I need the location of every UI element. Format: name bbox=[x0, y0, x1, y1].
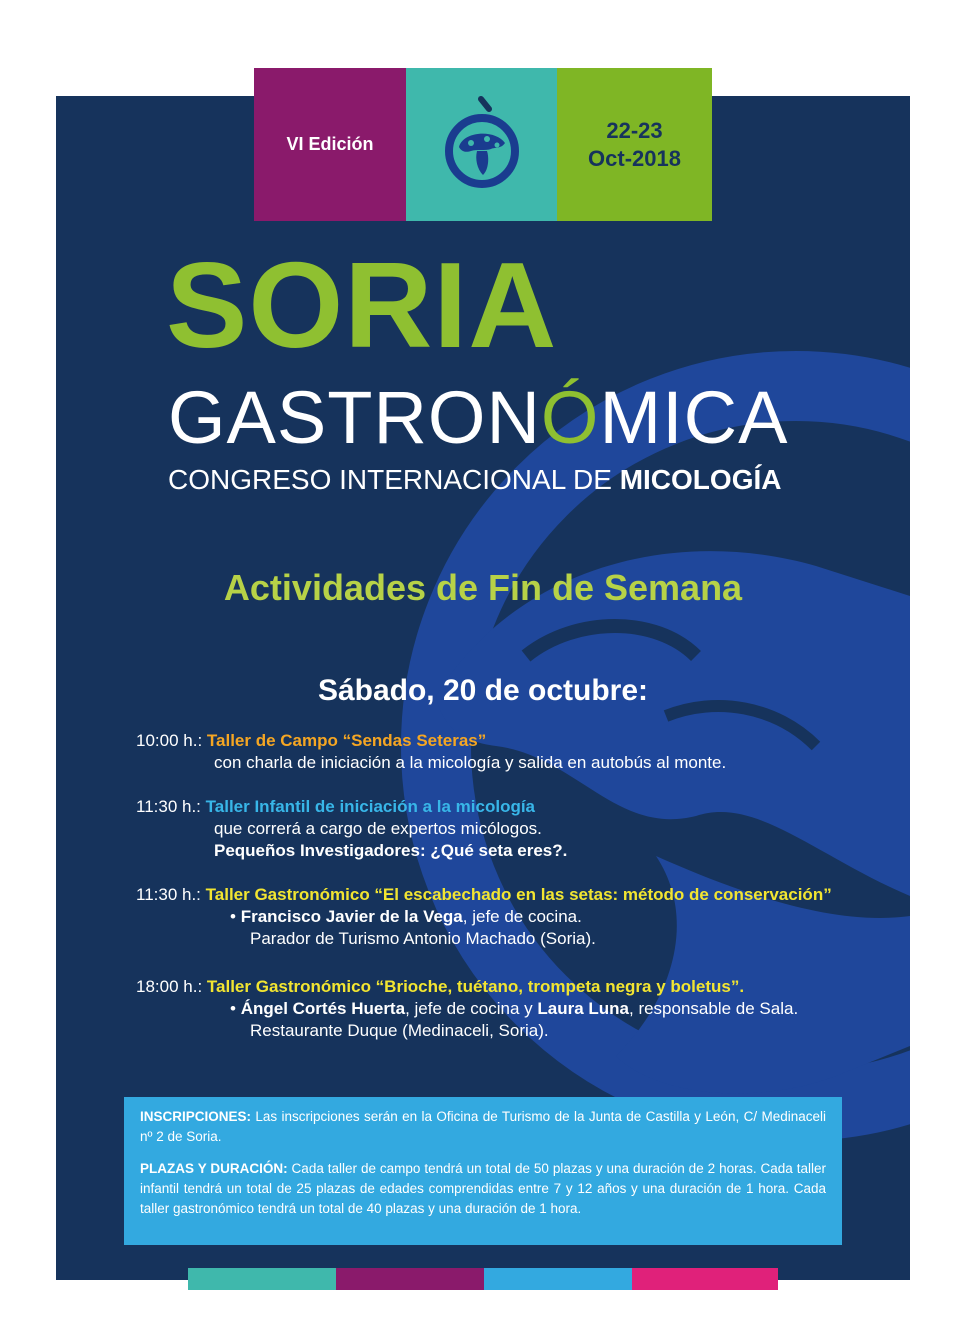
person-role: , jefe de cocina. bbox=[462, 907, 582, 926]
schedule-person: • Francisco Javier de la Vega, jefe de cocina. bbox=[230, 907, 582, 926]
schedule-item-3 bbox=[136, 884, 876, 950]
edition-label: VI Edición bbox=[286, 134, 374, 154]
mushroom-logo-icon bbox=[437, 95, 527, 195]
header-blocks bbox=[254, 68, 712, 221]
schedule-detail: que correrá a cargo de expertos micólogos. bbox=[214, 819, 542, 838]
schedule-place: Parador de Turismo Antonio Machado (Soria). bbox=[250, 929, 596, 948]
inscripciones-label: INSCRIPCIONES: bbox=[140, 1109, 252, 1124]
subtitle-bold: MICOLOGÍA bbox=[619, 464, 782, 495]
dates-days: 22-23 bbox=[606, 117, 663, 143]
edition-block bbox=[254, 68, 406, 221]
schedule-title: Taller Gastronómico “Brioche, tuétano, trompeta negra y boletus”. bbox=[206, 977, 745, 996]
activities-title: Actividades de Fin de Semana bbox=[223, 567, 743, 608]
title-gastronomica-part2: MICA bbox=[599, 376, 789, 459]
congress-subtitle bbox=[168, 462, 781, 498]
schedule-detail-bold: Pequeños Investigadores: ¿Qué seta eres?. bbox=[214, 841, 568, 860]
title-gastronomica bbox=[168, 376, 788, 460]
person-name: Ángel Cortés Huerta bbox=[240, 999, 406, 1018]
dates-month: Oct-2018 bbox=[588, 145, 681, 171]
schedule-time: 11:30 h.: bbox=[136, 797, 201, 816]
day-title: Sábado, 20 de octubre: bbox=[317, 674, 649, 707]
schedule-time: 18:00 h.: bbox=[136, 977, 203, 996]
schedule-time: 10:00 h.: bbox=[136, 731, 203, 750]
person2-name: Laura Luna bbox=[537, 999, 629, 1018]
footer-color-bars bbox=[188, 1268, 778, 1290]
schedule-item-1 bbox=[136, 730, 876, 774]
schedule-title: Taller de Campo “Sendas Seteras” bbox=[206, 731, 487, 750]
dates-block bbox=[557, 68, 712, 221]
footer-bar-pink bbox=[632, 1268, 778, 1290]
footer-bar-teal bbox=[188, 1268, 336, 1290]
schedule-place: Restaurante Duque (Medinaceli, Soria). bbox=[250, 1021, 549, 1040]
title-soria: SORIA bbox=[166, 237, 558, 373]
title-gastronomica-part1: GASTRON bbox=[168, 376, 541, 459]
inscripciones-text: Las inscripciones serán en la Oficina de Turismo de la Junta de Castilla y León, C/ Medinaceli nº 2 de Soria. bbox=[140, 1109, 826, 1144]
plazas-paragraph bbox=[140, 1159, 826, 1219]
person2-role: , responsable de Sala. bbox=[629, 999, 799, 1018]
plazas-label: PLAZAS Y DURACIÓN: bbox=[140, 1161, 288, 1176]
schedule-time: 11:30 h.: bbox=[136, 885, 201, 904]
schedule-person: • Ángel Cortés Huerta, jefe de cocina y Laura Luna, responsable de Sala. bbox=[230, 999, 799, 1018]
footer-bar-purple bbox=[336, 1268, 484, 1290]
schedule-item-4 bbox=[136, 976, 876, 1042]
logo-block bbox=[406, 68, 557, 221]
schedule-detail: con charla de iniciación a la micología y salida en autobús al monte. bbox=[214, 753, 727, 772]
title-gastronomica-accent: Ó bbox=[540, 376, 600, 459]
subtitle-regular: CONGRESO INTERNACIONAL DE bbox=[168, 464, 620, 495]
person-role: , jefe de cocina y bbox=[405, 999, 538, 1018]
info-box bbox=[124, 1097, 842, 1245]
schedule-item-2 bbox=[136, 796, 876, 862]
person-name: Francisco Javier de la Vega bbox=[240, 907, 463, 926]
footer-bar-sky bbox=[484, 1268, 632, 1290]
schedule-title: Taller Infantil de iniciación a la micología bbox=[205, 797, 536, 816]
schedule-title: Taller Gastronómico “El escabechado en las setas: método de conservación” bbox=[205, 885, 832, 904]
inscripciones-paragraph bbox=[140, 1107, 826, 1147]
plazas-text: Cada taller de campo tendrá un total de 50 plazas y una duración de 2 horas. Cada taller infantil tendrá un total de 25 plazas de edades comprendidas entre 7 y 12 años y una duración de 1 hora. Cada taller gastronómico tendrá un total de 40 plazas y una duración de 1 hora. bbox=[140, 1161, 826, 1216]
